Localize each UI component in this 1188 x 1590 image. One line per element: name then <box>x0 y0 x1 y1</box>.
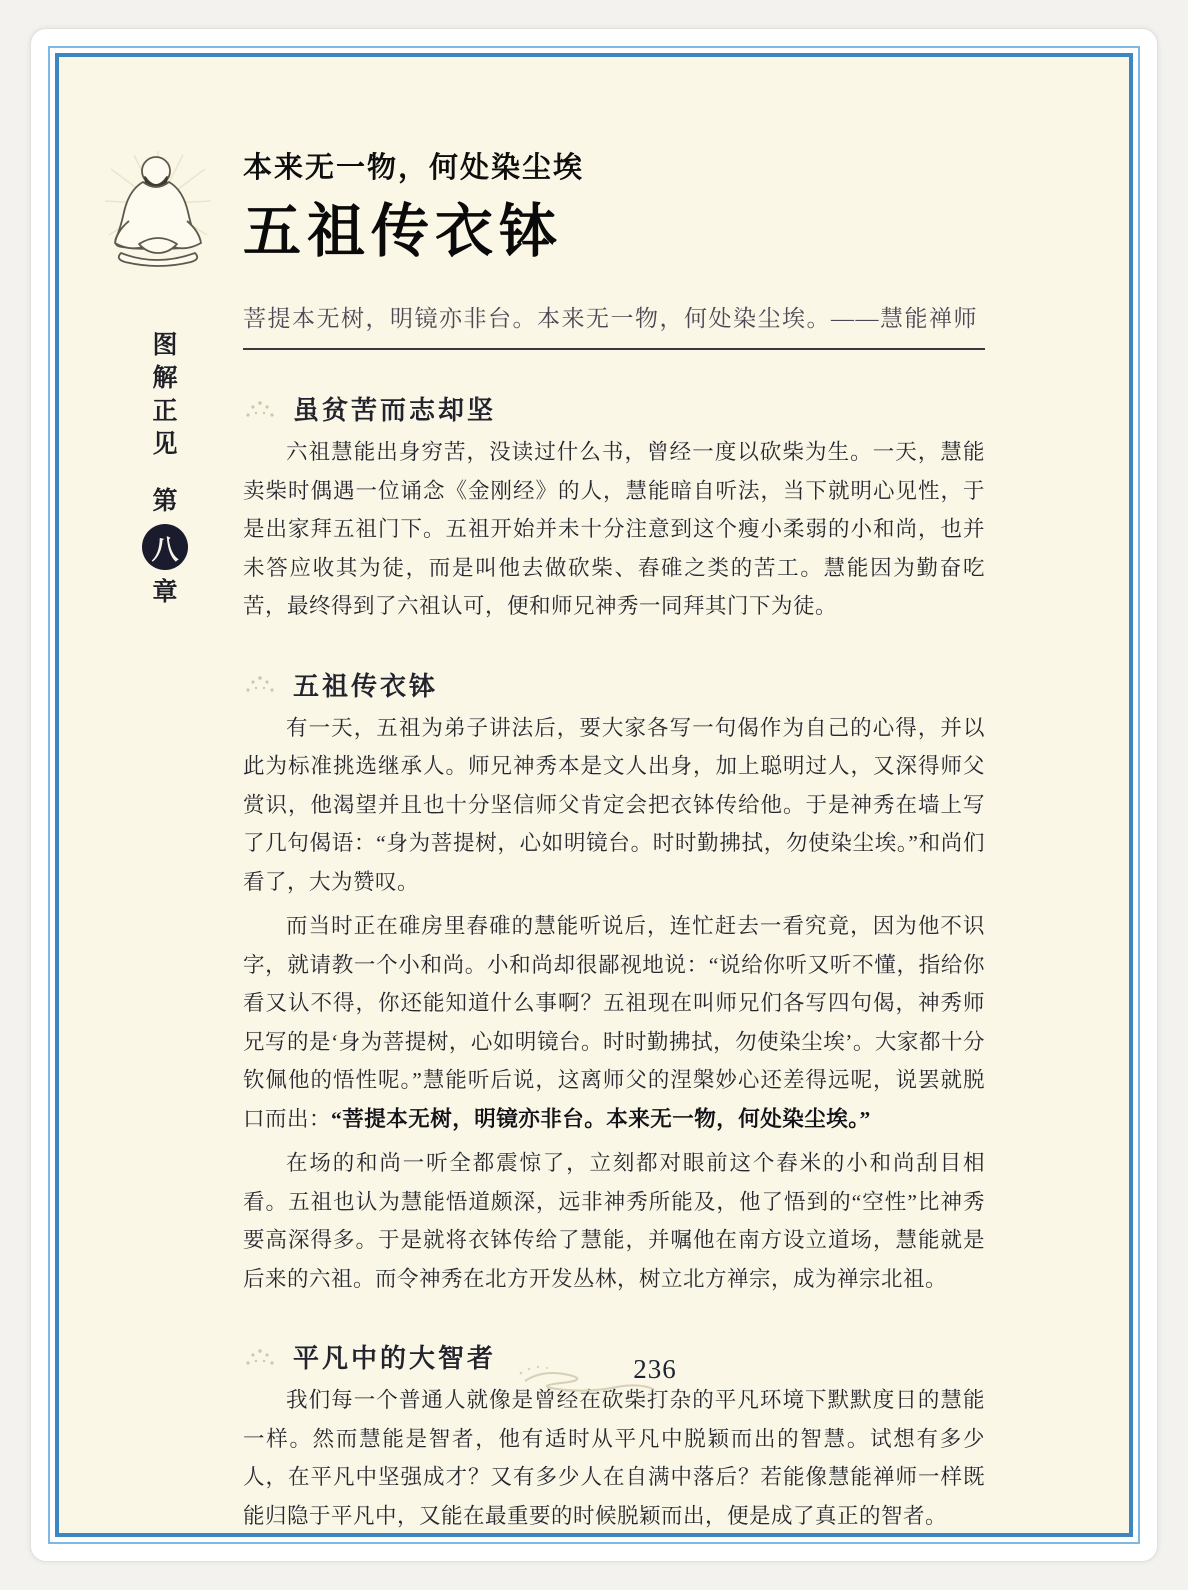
outer-blue-frame <box>48 46 1140 1544</box>
page-title: 五祖传衣钵 <box>243 199 564 264</box>
section-heading-text: 虽贫苦而志却坚 <box>293 396 497 425</box>
paragraph-text: 有一天，五祖为弟子讲法后，要大家各写一句偈作为自己的心得，并以此为标准挑选继承人。师兄神秀本是文人出身，加上聪明过人，又深得师父赏识，他渴望并且也十分坚信师父肯定会把衣钵传给他。于是神秀在墙上写了几句偈语：“身为菩提树，心如明镜台。时时勤拂拭，勿使染尘埃。”和尚们看了，大为赞叹。 <box>243 715 985 894</box>
page-number: 236 <box>633 1353 677 1384</box>
series-title-char: 见 <box>152 430 178 458</box>
paragraph-text: 而当时正在碓房里舂碓的慧能听说后，连忙赶去一看究竟，因为他不识字，就请教一个小和尚。小和尚却很鄙视地说：“说给你听又听不懂，指给你看又认不得，你还能知道什么事啊？五祖现在叫师兄们各写四句偈，神秀师兄写的是‘身为菩提树，心如明镜台。时时勤拂拭，勿使染尘埃’。大家都十分钦佩他的悟性呢。”慧能听后说，这离师父的涅槃妙心还差得远呢，说罢就脱口而出： <box>243 914 985 1131</box>
section-heading-text: 平凡中的大智者 <box>293 1344 497 1373</box>
book-page-card <box>30 28 1158 1562</box>
header-divider <box>243 348 985 350</box>
section-ornament-icon <box>243 397 277 421</box>
paragraph-text: 我们每一个普通人就像是曾经在砍柴打杂的平凡环境下默默度日的慧能一样。然而慧能是智者，他有适时从平凡中脱颖而出的智慧。试想有多少人，在平凡中坚强成才？又有多少人在自满中落后？若能像慧能禅师一样既能归隐于平凡中，又能在最重要的时候脱颖而出，便是成了真正的智者。 <box>243 1388 985 1528</box>
epigraph-quote: 菩提本无树，明镜亦非台。本来无一物，何处染尘埃。——慧能禅师 <box>243 306 978 331</box>
page-subtitle: 本来无一物，何处染尘埃 <box>243 152 585 184</box>
section-robe-and-bowl <box>243 666 985 1299</box>
series-title-char: 解 <box>152 364 178 392</box>
buddha-illustration-icon <box>99 149 217 279</box>
paragraph-text: 六祖慧能出身穷苦，没读过什么书，曾经一度以砍柴为生。一天，慧能卖柴时偶遇一位诵念《金刚经》的人，慧能暗自听法，当下就明心见性，于是出家拜五祖门下。五祖开始并未十分注意到这个瘦小柔弱的小和尚，也并未答应收其为徒，而是叫他去做砍柴、舂碓之类的苦工。慧能因为勤奋吃苦，最终得到了六祖认可，便和师兄神秀一同拜其门下为徒。 <box>243 440 985 618</box>
paragraph <box>243 907 985 1138</box>
series-title-char: 正 <box>152 397 178 425</box>
chapter-number-badge: 八 <box>142 524 188 570</box>
section-heading <box>243 666 985 703</box>
paragraph <box>243 709 985 902</box>
chapter-suffix: 章 <box>152 578 178 606</box>
verse-emphasis-text: “菩提本无树，明镜亦非台。本来无一物，何处染尘埃。” <box>331 1106 871 1131</box>
paragraph <box>243 1144 985 1298</box>
inner-blue-frame <box>55 53 1133 1537</box>
main-column <box>243 145 985 1535</box>
series-title-char: 图 <box>152 331 178 359</box>
chapter-prefix: 第 <box>152 487 178 515</box>
section-heading-text: 五祖传衣钵 <box>293 671 439 701</box>
section-poverty-resolve <box>243 390 985 626</box>
paragraph <box>243 433 985 626</box>
paragraph <box>243 1381 985 1535</box>
section-ornament-icon <box>243 672 277 696</box>
section-heading <box>243 390 985 427</box>
paragraph-text: 在场的和尚一听全都震惊了，立刻都对眼前这个舂米的小和尚刮目相看。五祖也认为慧能悟道颇深，远非神秀所能及，他了悟到的“空性”比神秀要高深得多。于是就将衣钵传给了慧能，并嘱他在南方设立道场，慧能就是后来的六祖。而令神秀在北方开发丛林，树立北方禅宗，成为禅宗北祖。 <box>243 1151 985 1291</box>
chapter-sidebar <box>141 329 189 609</box>
page-content <box>59 57 1129 1533</box>
page-footer <box>59 1345 1129 1393</box>
